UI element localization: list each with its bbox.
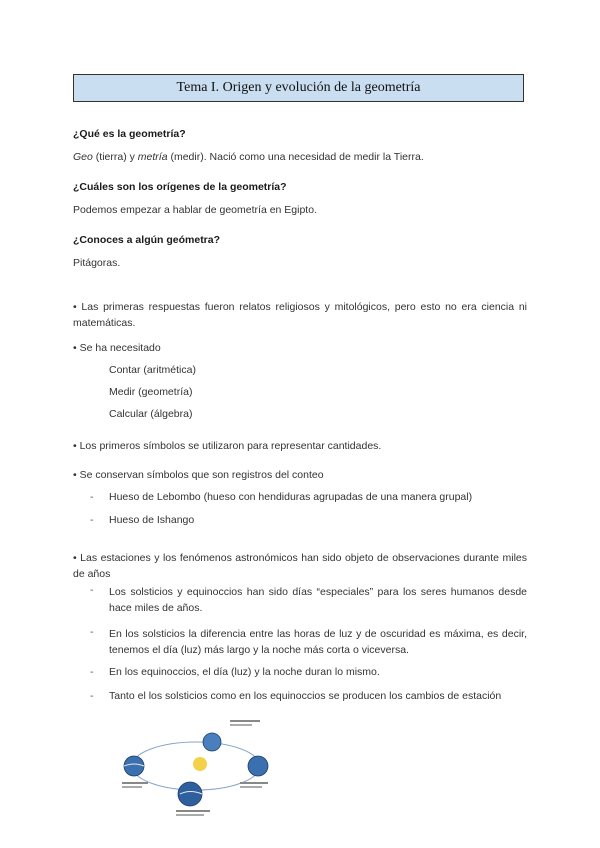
earth-bottom-icon [178, 782, 202, 806]
needed-item-measure: Medir (geometría) [109, 386, 193, 398]
question-2: ¿Cuáles son los orígenes de la geometría? [73, 181, 287, 193]
label-mark [122, 782, 148, 784]
dash: - [90, 666, 94, 678]
sun-icon [193, 757, 207, 771]
earth-top-icon [203, 733, 221, 751]
label-mark [122, 786, 142, 788]
label-mark [240, 782, 268, 784]
label-mark [240, 786, 262, 788]
dash: - [90, 690, 94, 702]
answer-2: Podemos empezar a hablar de geometría en Egipto. [73, 204, 317, 216]
earth-orbit-figure [120, 716, 272, 820]
seasons-item-1: Los solsticios y equinoccios han sido días “especiales” para los seres humanos desde hace miles de años. [109, 586, 527, 614]
bullet-symbols: • Los primeros símbolos se utilizaron para representar cantidades. [73, 440, 382, 452]
bullet-needed: • Se ha necesitado [73, 342, 161, 354]
earth-right-icon [248, 756, 268, 776]
title-box [73, 74, 524, 102]
answer-3: Pitágoras. [73, 257, 121, 269]
bullet-seasons: • Las estaciones y los fenómenos astronómicos han sido objeto de observaciones durante miles de años [73, 552, 527, 580]
dash: - [90, 584, 94, 596]
bullet-counting: • Se conservan símbolos que son registros del conteo [73, 469, 324, 481]
dash: - [90, 626, 94, 638]
earth-left-icon [124, 756, 144, 776]
label-mark [176, 810, 210, 812]
label-mark [230, 720, 260, 722]
question-1: ¿Qué es la geometría? [73, 128, 186, 140]
label-mark [176, 814, 204, 816]
question-3: ¿Conoces a algún geómetra? [73, 234, 221, 246]
counting-item-lebombo: Hueso de Lebombo (hueso con hendiduras agrupadas de una manera grupal) [109, 491, 473, 503]
seasons-item-4: Tanto el los solsticios como en los equinoccios se producen los cambios de estación [109, 690, 502, 702]
label-mark [230, 724, 252, 726]
seasons-item-3: En los equinoccios, el día (luz) y la noche duran lo mismo. [109, 666, 380, 678]
answer-1: Geo (tierra) y metría (medir). Nació como una necesidad de medir la Tierra. [73, 151, 424, 163]
dash: - [90, 491, 94, 503]
counting-item-ishango: Hueso de Ishango [109, 514, 195, 526]
page-title: Tema I. Origen y evolución de la geometría [176, 80, 421, 95]
needed-item-calc: Calcular (álgebra) [109, 408, 193, 420]
dash: - [90, 514, 94, 526]
seasons-item-2: En los solsticios la diferencia entre las horas de luz y de oscuridad es máxima, es decir, tenemos el día (luz) más largo y la noche más corta o viceversa. [109, 628, 527, 656]
needed-item-count: Contar (aritmética) [109, 364, 196, 376]
bullet-religious: • Las primeras respuestas fueron relatos religiosos y mitológicos, pero esto no era ciencia ni matemáticas. [73, 301, 527, 329]
